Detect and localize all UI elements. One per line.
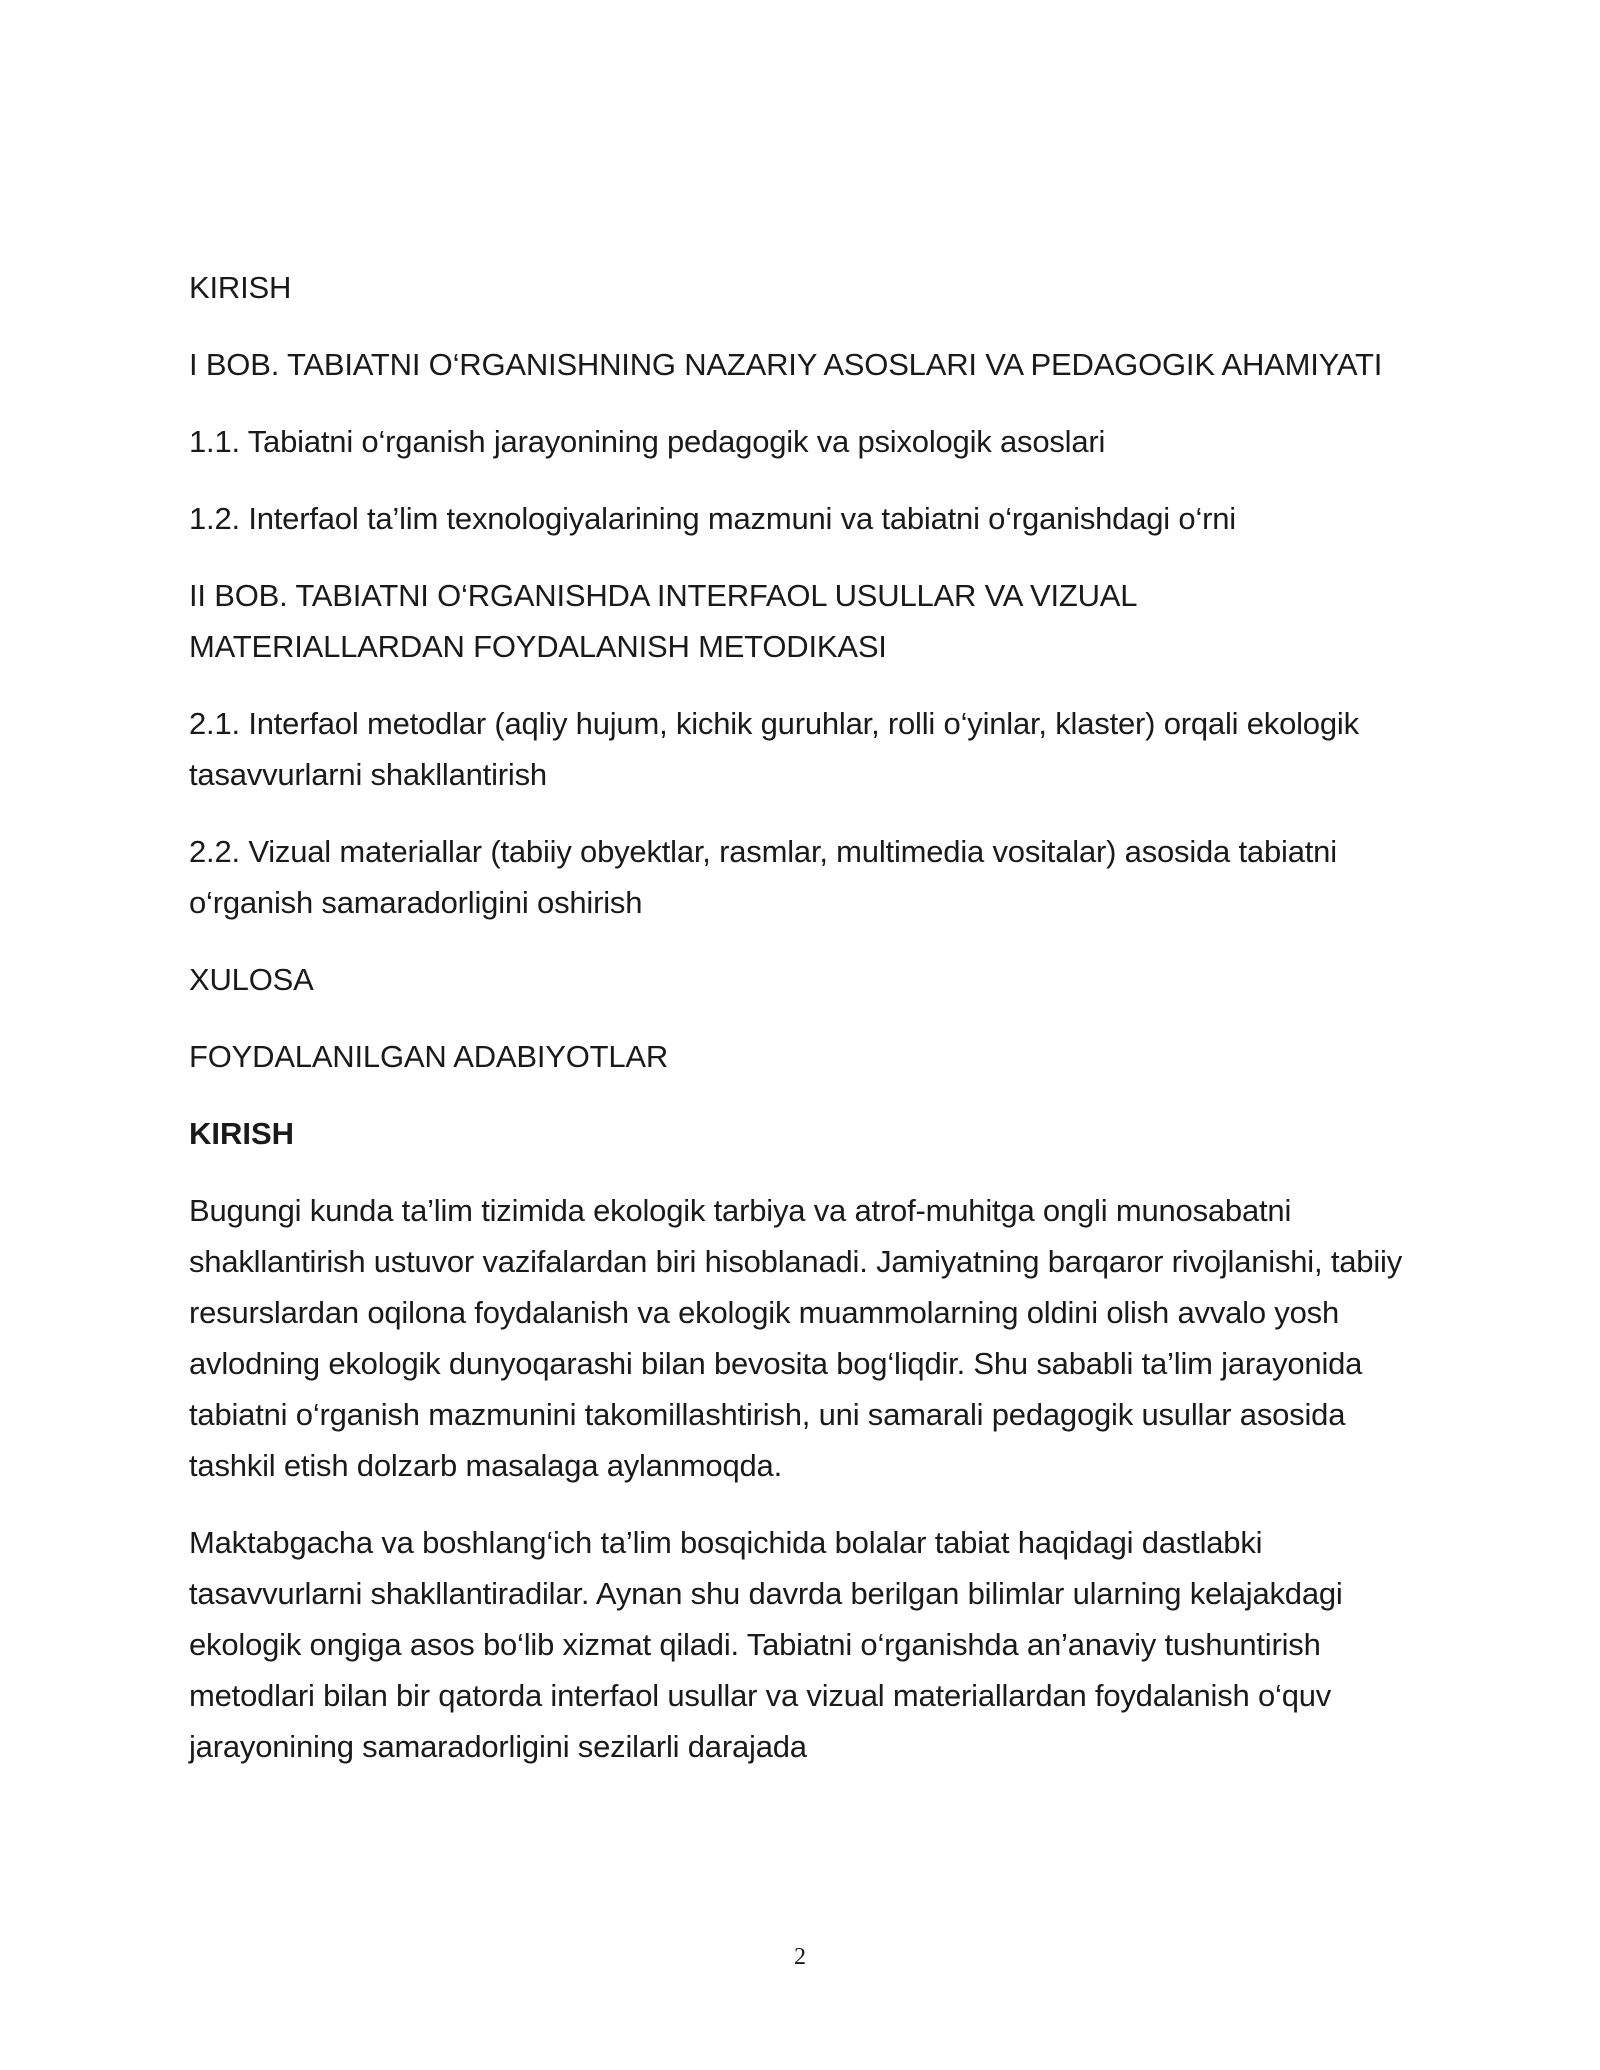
section-heading: KIRISH	[189, 1116, 295, 1151]
toc-item-section-1-1: 1.1. Tabiatni o‘rganish jarayonining pedagogik va psixologik asoslari	[189, 424, 1106, 459]
toc-item-chapter-2: II BOB. TABIATNI O‘RGANISHDA INTERFAOL USULLAR VA VIZUAL MATERIALLARDAN FOYDALANISH METODIKASI	[189, 578, 1137, 664]
body-paragraph: Bugungi kunda ta’lim tizimida ekologik tarbiya va atrof-muhitga ongli munosabatni shakllantirish ustuvor vazifalardan biri hisoblanadi. Jamiyatning barqaror rivojlanishi, tabiiy resurslardan oqilona foydalanish va ekologik muammolarning oldini olish avvalo yosh avlodning ekologik dunyoqarashi bilan bevosita bog‘liqdir. Shu sababli ta’lim jarayonida tabiatni o‘rganish mazmunini takomillashtirish, uni samarali pedagogik usullar asosida tashkil etish dolzarb masalaga aylanmoqda.	[189, 1193, 1402, 1483]
toc-item-chapter-1: I BOB. TABIATNI O‘RGANISHNING NAZARIY ASOSLARI VA PEDAGOGIK AHAMIYATI	[189, 347, 1383, 382]
toc-item-introduction: KIRISH	[189, 270, 292, 305]
table-of-contents	[189, 262, 1419, 1082]
toc-item-section-2-2: 2.2. Vizual materiallar (tabiiy obyektlar, rasmlar, multimedia vositalar) asosida tabiatni o‘rganish samaradorligini oshirish	[189, 834, 1337, 920]
page-number: 2	[794, 1944, 806, 1970]
toc-item-conclusion: XULOSA	[189, 962, 314, 997]
toc-item-section-1-2: 1.2. Interfaol ta’lim texnologiyalarining mazmuni va tabiatni o‘rganishdagi o‘rni	[189, 501, 1236, 536]
toc-item-section-2-1: 2.1. Interfaol metodlar (aqliy hujum, kichik guruhlar, rolli o‘yinlar, klaster) orqali ekologik tasavvurlarni shakllantirish	[189, 706, 1359, 792]
body-paragraph: Maktabgacha va boshlang‘ich ta’lim bosqichida bolalar tabiat haqidagi dastlabki tasavvurlarni shakllantiradilar. Aynan shu davrda berilgan bilimlar ularning kelajakdagi ekologik ongiga asos bo‘lib xizmat qiladi. Tabiatni o‘rganishda an’anaviy tushuntirish metodlari bilan bir qatorda interfaol usullar va vizual materiallardan foydalanish o‘quv jarayonining samaradorligini sezilarli darajada	[189, 1525, 1343, 1764]
page-content	[189, 262, 1419, 1798]
toc-item-references: FOYDALANILGAN ADABIYOTLAR	[189, 1039, 669, 1074]
